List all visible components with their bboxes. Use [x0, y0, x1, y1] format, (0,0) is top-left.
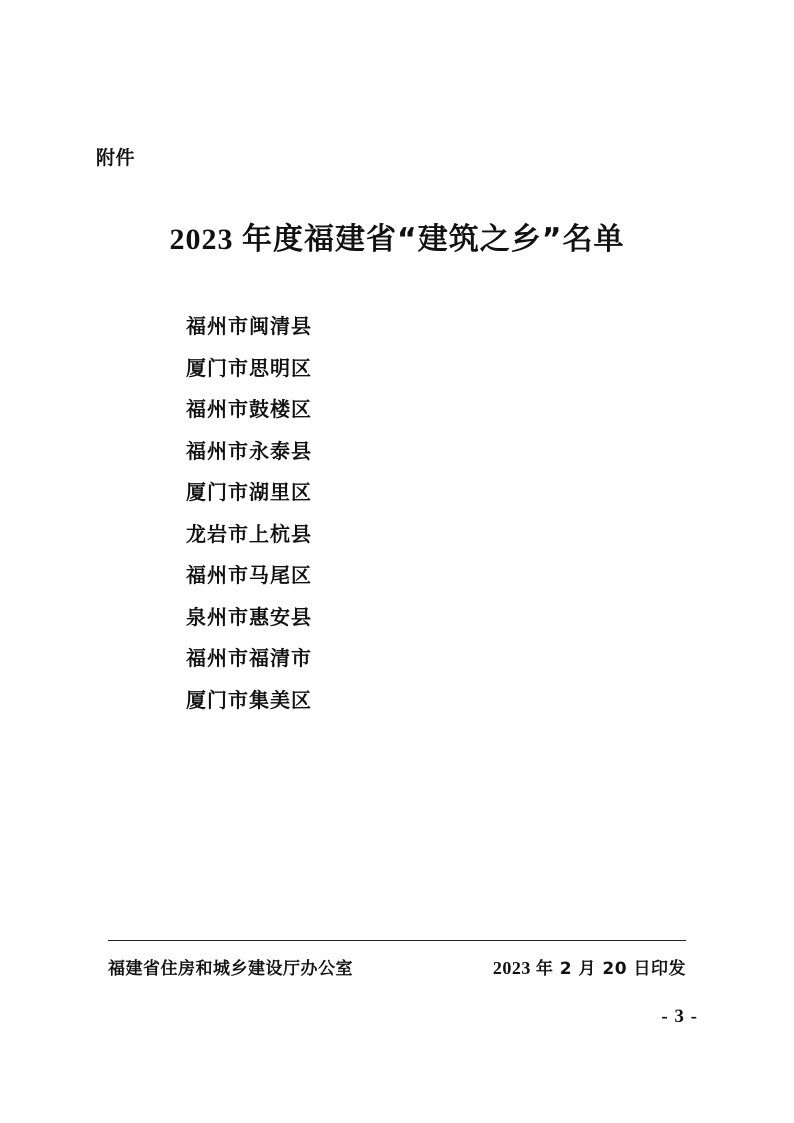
page-title: [0, 214, 794, 258]
page-title-text: 年度福建省“建筑之乡”名单: [242, 222, 625, 257]
attachment-label: 附件: [96, 147, 136, 169]
name-list: [186, 306, 606, 721]
list-item: 厦门市集美区: [186, 687, 312, 712]
footer: [108, 950, 686, 982]
list-item: 厦门市湖里区: [186, 480, 312, 504]
list-item: 厦门市思明区: [186, 355, 312, 380]
footer-date: [493, 954, 686, 979]
list-item: 福州市永泰县: [186, 438, 312, 463]
footer-issuer: 福建省住房和城乡建设厅办公室: [108, 958, 353, 979]
list-item: 福州市马尾区: [186, 563, 312, 587]
list-item: 泉州市惠安县: [186, 604, 312, 629]
list-item: 福州市福清市: [186, 646, 312, 670]
page-number: - 3 -: [661, 1006, 698, 1027]
list-item: 福州市闽清县: [186, 314, 312, 338]
list-item: 福州市鼓楼区: [186, 397, 312, 421]
list-item: 龙岩市上杭县: [186, 521, 312, 546]
footer-divider: [108, 940, 686, 941]
footer-date-rest: 年 2 月 20 日印发: [535, 958, 686, 979]
page-title-year: 2023: [169, 223, 243, 256]
footer-date-year: 2023: [492, 957, 536, 978]
